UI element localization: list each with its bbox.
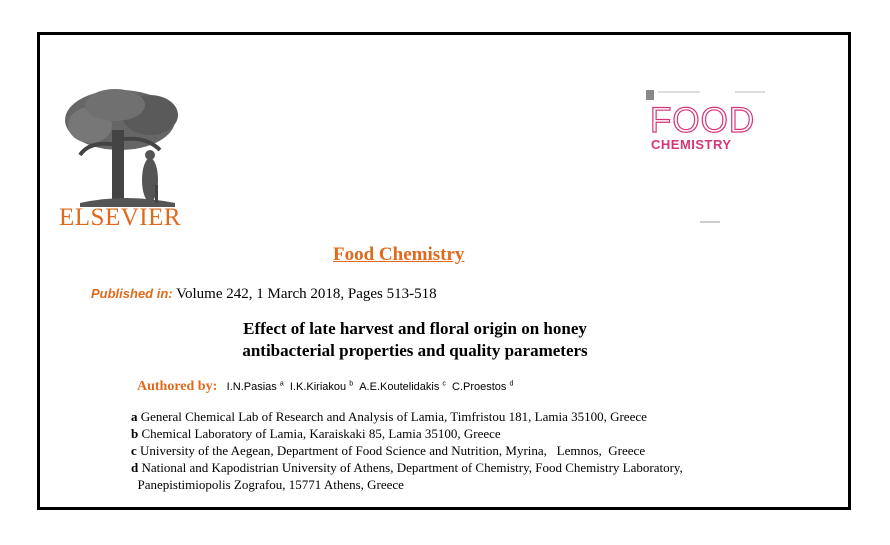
publication-details: Volume 242, 1 March 2018, Pages 513-518 [176, 286, 437, 302]
cover-chemistry-text: CHEMISTRY [651, 137, 732, 152]
cover-food-text: FOOD [650, 101, 756, 140]
affiliation-item [131, 408, 683, 425]
paper-title-line2: antibacterial properties and quality parameters [242, 341, 588, 360]
affiliation-item [131, 425, 683, 442]
affiliation-text: National and Kapodistrian University of Athens, Department of Chemistry, Food Chemistry Laboratory, [141, 460, 683, 475]
affiliation-item [131, 476, 683, 493]
affiliation-text: General Chemical Lab of Research and Analysis of Lamia, Timfristou 181, Lamia 35100, Greece [140, 409, 647, 424]
authors [137, 378, 513, 395]
affiliation-text: University of the Aegean, Department of Food Science and Nutrition, Myrina, Lemnos, Greece [140, 443, 646, 458]
affiliation-item [131, 459, 683, 476]
author-affiliation-mark: b [349, 380, 354, 388]
affiliation-item [131, 442, 683, 459]
author-affiliation-mark: c [442, 380, 446, 388]
elsevier-wordmark: ELSEVIER [59, 204, 182, 231]
author-name: I.N.Pasias [226, 381, 277, 393]
author-name: C.Proestos [452, 381, 507, 393]
affiliation-text: Chemical Laboratory of Lamia, Karaiskaki 85, Lamia 35100, Greece [141, 426, 501, 441]
affiliation-key: a [131, 409, 138, 424]
published-label: Published in: [91, 286, 173, 301]
author-affiliation-mark: a [279, 380, 284, 388]
author-affiliation-mark: d [509, 380, 514, 388]
authors-label: Authored by: [137, 379, 218, 394]
affiliation-text: Panepistimiopolis Zografou, 15771 Athens, Greece [131, 477, 404, 492]
author-list [221, 381, 514, 393]
affiliation-key: d [131, 460, 139, 475]
journal-title[interactable]: Food Chemistry [333, 244, 465, 265]
paper-title-line1: Effect of late harvest and floral origin on honey [243, 319, 587, 338]
author-name: I.K.Kiriakou [289, 381, 347, 393]
affiliations [131, 408, 683, 493]
affiliation-key: c [131, 443, 137, 458]
affiliation-key: b [131, 426, 139, 441]
publication-info [91, 286, 437, 303]
paper-title [160, 318, 670, 362]
author-name: A.E.Koutelidakis [359, 381, 440, 393]
